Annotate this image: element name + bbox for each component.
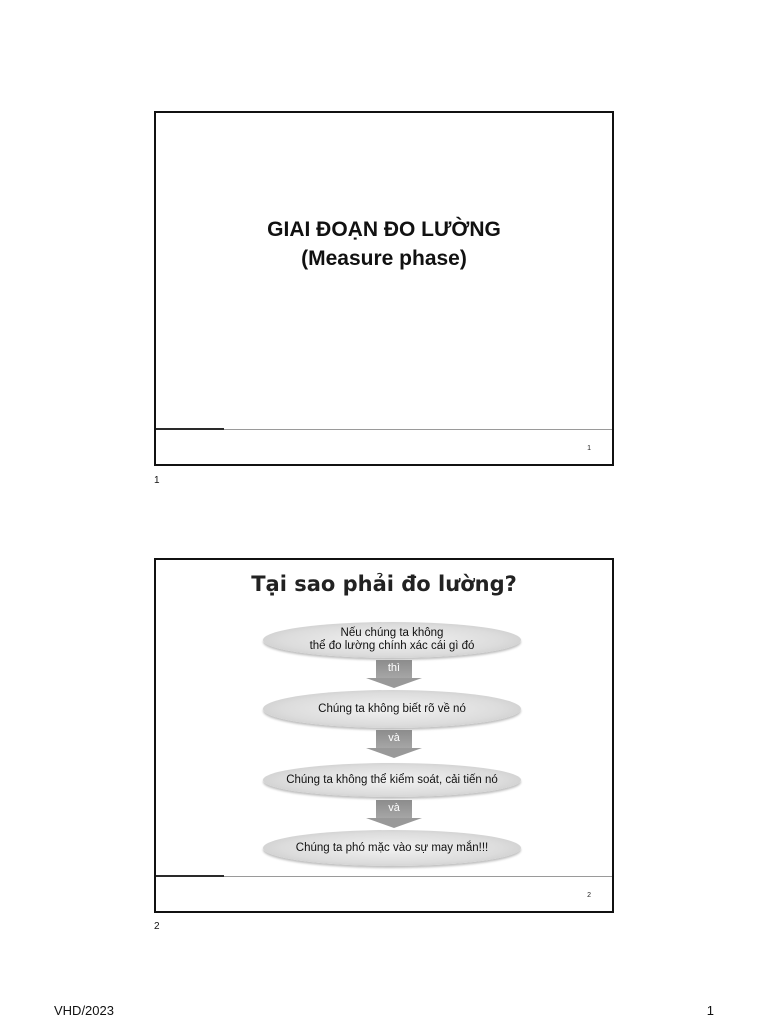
down-arrow-head [366,678,422,688]
flow-step-1 [263,622,521,658]
down-arrow-1 [366,660,422,688]
down-arrow-3 [366,800,422,828]
slide-1-page-label: 1 [154,475,160,486]
down-arrow-head [366,748,422,758]
connector-label-1: thì [387,662,401,674]
flow-step-2-text: Chúng ta không biết rõ về nó [318,702,466,715]
down-arrow-head [366,818,422,828]
document-footer-label: VHD/2023 [54,1003,114,1018]
slide-1 [154,111,614,466]
flow-step-3-text: Chúng ta không thể kiểm soát, cải tiến nó [286,773,498,786]
slide-footer-divider [156,876,612,877]
slide-footer-accent [156,428,224,430]
slide-2 [154,558,614,913]
slide-2-page-label: 2 [154,921,160,932]
connector-label-2: và [388,732,400,744]
slide-footer-accent [156,875,224,877]
document-page-number: 1 [706,1003,714,1018]
slide-1-title-line-2: (Measure phase) [301,247,467,270]
flow-step-2 [263,690,521,728]
flow-step-3 [263,763,521,797]
slide-2-title: Tại sao phải đo lường? [251,572,517,596]
connector-label-3: và [388,802,400,814]
slide-1-title-line-1: GIAI ĐOẠN ĐO LƯỜNG [267,218,501,241]
slide-1-number: 1 [587,445,591,452]
flow-step-1-text: Nếu chúng ta không thể đo lường chính xác cái gì đó [309,627,475,652]
slide-footer-divider [156,429,612,430]
slide-2-number: 2 [587,892,591,899]
flow-step-4-text: Chúng ta phó mặc vào sự may mắn!!! [295,841,489,854]
slide-1-title [156,215,612,273]
down-arrow-2 [366,730,422,758]
flow-step-4 [263,830,521,866]
